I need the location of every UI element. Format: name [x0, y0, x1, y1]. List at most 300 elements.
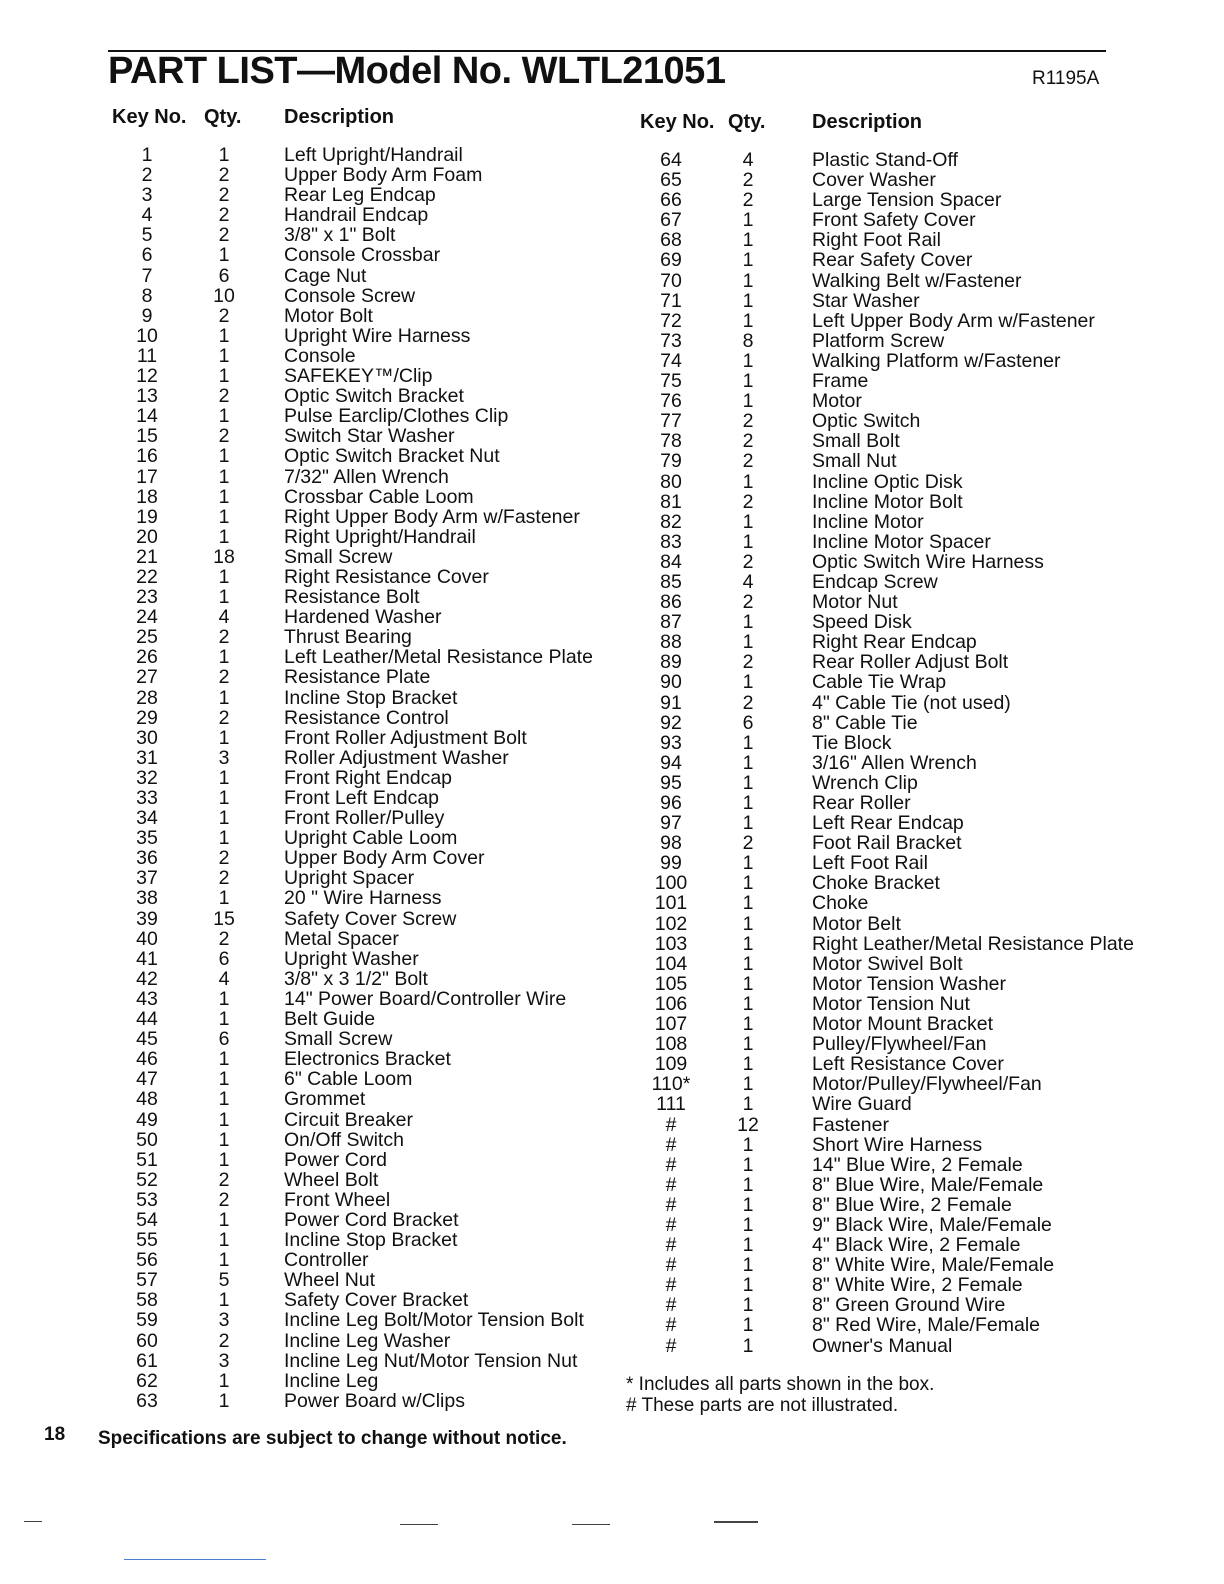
part-key-no: 3 [141, 184, 153, 207]
part-description: Star Washer [812, 289, 920, 312]
part-key-no: 100 [654, 872, 688, 895]
part-qty: 3 [218, 746, 230, 769]
part-key-no: 95 [660, 771, 682, 794]
part-qty: 8 [742, 329, 754, 352]
part-key-no: 12 [136, 365, 158, 388]
part-qty: 1 [218, 1208, 230, 1231]
part-qty: 1 [742, 1053, 754, 1076]
part-qty: 4 [742, 570, 754, 593]
part-key-no: 43 [136, 987, 158, 1010]
part-description: Right Leather/Metal Resistance Plate [812, 932, 1134, 955]
part-key-no: 74 [660, 349, 682, 372]
part-description: Console [284, 344, 356, 367]
part-key-no: 97 [660, 812, 682, 835]
part-key-no: 50 [136, 1128, 158, 1151]
part-key-no: 65 [660, 169, 682, 192]
part-key-no: 109 [654, 1053, 688, 1076]
part-description: Motor Tension Nut [812, 992, 970, 1015]
part-description: 8" Blue Wire, 2 Female [812, 1193, 1012, 1216]
part-key-no: 93 [660, 731, 682, 754]
part-description: 8" Blue Wire, Male/Female [812, 1173, 1044, 1196]
part-qty: 6 [218, 1028, 230, 1051]
part-key-no: 9 [141, 304, 153, 327]
footnote-hash: # These parts are not illustrated. [626, 1395, 899, 1416]
part-qty: 1 [218, 807, 230, 830]
part-key-no: 91 [660, 691, 682, 714]
scan-mark [572, 1524, 610, 1525]
part-description: Upright Wire Harness [284, 324, 471, 347]
part-qty: 1 [218, 787, 230, 809]
part-key-no: 108 [654, 1033, 688, 1056]
part-qty: 1 [218, 766, 230, 789]
part-qty: 2 [218, 626, 230, 649]
part-key-no: 38 [136, 887, 158, 910]
page-title: PART LIST—Model No. WLTL21051 [108, 50, 726, 92]
part-description: Resistance Bolt [284, 586, 420, 609]
part-description: Electronics Bracket [284, 1048, 451, 1071]
part-qty: 1 [742, 751, 754, 774]
part-key-no: 39 [136, 907, 158, 930]
part-key-no: 40 [136, 927, 158, 950]
part-qty: 12 [737, 1113, 759, 1136]
part-key-no: 73 [660, 329, 682, 352]
part-description: Upright Washer [284, 947, 419, 970]
part-qty: 1 [742, 249, 754, 272]
part-description: Small Nut [812, 450, 897, 473]
part-key-no: 6 [141, 244, 153, 267]
part-key-no: 16 [136, 445, 158, 468]
part-key-no: 19 [136, 505, 158, 528]
part-key-no: 98 [660, 832, 682, 855]
part-key-no: 17 [136, 465, 158, 488]
part-qty: 1 [218, 1389, 230, 1412]
part-description: Metal Spacer [284, 927, 399, 950]
part-qty: 1 [218, 726, 230, 749]
part-key-no: 71 [660, 289, 682, 312]
part-description: Large Tension Spacer [812, 189, 1002, 212]
part-key-no: 41 [136, 947, 158, 970]
part-description: Power Cord [284, 1148, 387, 1171]
part-key-no: # [665, 1274, 677, 1297]
part-key-no: 29 [136, 706, 158, 729]
part-key-no: 61 [136, 1349, 158, 1372]
part-description: Motor Belt [812, 912, 901, 935]
part-qty: 1 [218, 1088, 230, 1111]
part-description: Controller [284, 1249, 369, 1272]
part-qty: 1 [742, 1314, 754, 1337]
scan-mark [124, 1559, 266, 1560]
part-key-no: 37 [136, 867, 158, 890]
part-key-no: 23 [136, 586, 158, 609]
part-key-no: 47 [136, 1068, 158, 1091]
part-description: Incline Stop Bracket [284, 686, 458, 709]
part-qty: 2 [742, 410, 754, 433]
part-description: Incline Leg Bolt/Motor Tension Bolt [284, 1309, 584, 1332]
part-key-no: 107 [654, 1013, 688, 1036]
part-key-no: # [665, 1153, 677, 1176]
footnotes [626, 1374, 934, 1416]
part-key-no: 25 [136, 626, 158, 649]
part-qty: 1 [218, 465, 230, 488]
part-description: Left Leather/Metal Resistance Plate [284, 646, 593, 669]
part-key-no: 1 [141, 144, 153, 166]
part-qty: 1 [218, 1369, 230, 1392]
part-qty: 1 [742, 1173, 754, 1196]
part-key-no: 44 [136, 1008, 158, 1031]
part-qty: 1 [742, 510, 754, 533]
part-qty: 1 [742, 229, 754, 252]
scan-mark [24, 1521, 42, 1522]
part-description: Owner's Manual [812, 1334, 953, 1357]
part-key-no: 77 [660, 410, 682, 433]
part-qty: 1 [742, 792, 754, 814]
part-qty: 1 [742, 470, 754, 493]
part-qty: 6 [742, 711, 754, 734]
part-key-no: 13 [136, 385, 158, 408]
part-key-no: 111 [656, 1093, 686, 1116]
part-qty: 1 [742, 289, 754, 312]
part-key-no: 92 [660, 711, 682, 734]
part-key-no: 42 [136, 967, 158, 990]
part-key-no: 15 [136, 425, 158, 448]
part-description: 3/16" Allen Wrench [812, 751, 977, 774]
part-description: Front Wheel [284, 1188, 391, 1211]
part-qty: 1 [742, 1294, 754, 1317]
part-description: Belt Guide [284, 1008, 376, 1031]
part-key-no: 24 [136, 606, 158, 629]
part-description: Left Upright/Handrail [284, 144, 463, 166]
part-description: Cover Washer [812, 169, 936, 192]
part-key-no: 70 [660, 269, 682, 292]
specifications-note: Specifications are subject to change without notice. [98, 1428, 567, 1449]
part-qty: 1 [218, 987, 230, 1010]
part-key-no: 20 [136, 525, 158, 548]
part-description: Cable Tie Wrap [812, 671, 947, 694]
part-qty: 1 [742, 370, 754, 393]
part-key-no: 32 [136, 766, 158, 789]
part-qty: 2 [218, 184, 230, 207]
part-qty: 1 [742, 1093, 754, 1116]
part-description: Hardened Washer [284, 606, 442, 629]
part-key-no: 67 [660, 209, 682, 232]
part-qty: 2 [218, 224, 230, 247]
part-description: Right Upright/Handrail [284, 525, 476, 548]
part-description: Foot Rail Bracket [812, 832, 962, 855]
part-qty: 1 [218, 1128, 230, 1151]
part-qty: 1 [742, 631, 754, 654]
part-description: Walking Platform w/Fastener [812, 349, 1061, 372]
part-qty: 5 [218, 1269, 230, 1292]
part-key-no: 46 [136, 1048, 158, 1071]
part-qty: 1 [742, 611, 754, 634]
part-qty: 1 [218, 1008, 230, 1031]
part-description: Motor Tension Washer [812, 972, 1007, 995]
part-description: Switch Star Washer [284, 425, 455, 448]
part-description: Incline Leg Nut/Motor Tension Nut [284, 1349, 578, 1372]
part-description: Rear Roller Adjust Bolt [812, 651, 1009, 674]
part-description: Wrench Clip [812, 771, 918, 794]
part-description: Frame [812, 370, 869, 393]
part-qty: 4 [742, 149, 754, 171]
part-key-no: 75 [660, 370, 682, 393]
part-description: Resistance Control [284, 706, 449, 729]
part-key-no: 33 [136, 787, 158, 809]
part-key-no: 45 [136, 1028, 158, 1051]
part-key-no: 60 [136, 1329, 158, 1352]
part-key-no: 55 [136, 1229, 158, 1252]
part-qty: 1 [218, 1068, 230, 1091]
part-description: Front Right Endcap [284, 766, 453, 789]
part-description: Incline Motor [812, 510, 924, 533]
part-key-no: 2 [141, 164, 153, 187]
part-description: Safety Cover Bracket [284, 1289, 469, 1312]
part-qty: 1 [218, 887, 230, 910]
part-key-no: 82 [660, 510, 682, 533]
part-key-no: 34 [136, 807, 158, 830]
part-qty: 2 [742, 169, 754, 192]
part-description: Safety Cover Screw [284, 907, 457, 930]
part-key-no: 99 [660, 852, 682, 875]
part-qty: 1 [742, 209, 754, 232]
part-qty: 2 [218, 666, 230, 689]
part-qty: 1 [742, 932, 754, 955]
part-key-no: 78 [660, 430, 682, 453]
part-key-no: 54 [136, 1208, 158, 1231]
part-key-no: 28 [136, 686, 158, 709]
scan-mark [400, 1524, 438, 1525]
part-qty: 1 [742, 1073, 754, 1096]
part-qty: 1 [218, 646, 230, 669]
part-description: Walking Belt w/Fastener [812, 269, 1022, 292]
part-key-no: 76 [660, 390, 682, 413]
part-qty: 1 [218, 505, 230, 528]
part-key-no: 96 [660, 792, 682, 814]
part-qty: 1 [742, 390, 754, 413]
part-qty: 10 [213, 284, 235, 307]
part-key-no: # [665, 1254, 677, 1277]
part-key-no: 86 [660, 591, 682, 614]
part-description: Front Roller Adjustment Bolt [284, 726, 527, 749]
part-description: Crossbar Cable Loom [284, 485, 474, 508]
part-key-no: 48 [136, 1088, 158, 1111]
part-key-no: 31 [136, 746, 158, 769]
column-header-qty: Qty. [204, 106, 242, 128]
part-qty: 6 [218, 264, 230, 287]
part-qty: 1 [218, 1229, 230, 1252]
part-key-no: 68 [660, 229, 682, 252]
part-description: Wire Guard [812, 1093, 912, 1116]
part-qty: 1 [218, 565, 230, 588]
part-qty: 1 [218, 827, 230, 850]
part-description: 8" White Wire, Male/Female [812, 1254, 1055, 1277]
part-qty: 1 [742, 1193, 754, 1216]
part-key-no: 35 [136, 827, 158, 850]
part-qty: 1 [742, 992, 754, 1015]
part-key-no: 90 [660, 671, 682, 694]
part-description: 4" Cable Tie (not used) [812, 691, 1011, 714]
part-description: Choke Bracket [812, 872, 940, 895]
part-description: Motor [812, 390, 862, 413]
part-description: Platform Screw [812, 329, 945, 352]
part-description: Upright Cable Loom [284, 827, 458, 850]
part-qty: 2 [742, 832, 754, 855]
part-qty: 1 [742, 1033, 754, 1056]
part-description: Optic Switch Bracket [284, 385, 464, 408]
part-key-no: 84 [660, 550, 682, 573]
part-description: 20 " Wire Harness [284, 887, 442, 910]
part-description: Pulley/Flywheel/Fan [812, 1033, 987, 1056]
part-qty: 1 [218, 324, 230, 347]
part-key-no: 14 [136, 405, 158, 428]
part-qty: 1 [742, 1133, 754, 1156]
part-qty: 1 [742, 771, 754, 794]
part-description: 8" Cable Tie [812, 711, 918, 734]
part-description: Left Upper Body Arm w/Fastener [812, 309, 1095, 332]
document-code: R1195A [1032, 68, 1100, 89]
part-key-no: 64 [660, 149, 682, 171]
part-description: 4" Black Wire, 2 Female [812, 1234, 1021, 1257]
part-key-no: 36 [136, 847, 158, 870]
part-description: Rear Safety Cover [812, 249, 973, 272]
part-qty: 4 [218, 967, 230, 990]
part-key-no: 105 [654, 972, 688, 995]
part-key-no: 63 [136, 1389, 158, 1412]
part-key-no: 49 [136, 1108, 158, 1131]
part-key-no: 87 [660, 611, 682, 634]
part-description: 8" Red Wire, Male/Female [812, 1314, 1040, 1337]
part-qty: 1 [742, 530, 754, 553]
part-key-no: 18 [136, 485, 158, 508]
part-qty: 1 [742, 952, 754, 975]
part-qty: 1 [742, 1213, 754, 1236]
part-key-no: 85 [660, 570, 682, 593]
part-key-no: # [665, 1193, 677, 1216]
part-description: Handrail Endcap [284, 204, 429, 227]
part-qty: 2 [218, 867, 230, 890]
part-qty: 1 [742, 671, 754, 694]
part-description: Front Left Endcap [284, 787, 440, 809]
part-description: SAFEKEY™/Clip [284, 365, 433, 388]
part-qty: 1 [742, 731, 754, 754]
page-number: 18 [44, 1424, 66, 1445]
part-qty: 3 [218, 1309, 230, 1332]
part-description: Incline Leg Washer [284, 1329, 451, 1352]
part-key-no: 5 [141, 224, 153, 247]
part-qty: 1 [218, 445, 230, 468]
part-description: Rear Leg Endcap [284, 184, 436, 207]
part-qty: 1 [742, 1234, 754, 1257]
part-qty: 2 [218, 927, 230, 950]
part-qty: 2 [742, 430, 754, 453]
part-qty: 1 [218, 1148, 230, 1171]
part-description: Small Bolt [812, 430, 900, 453]
part-qty: 1 [218, 586, 230, 609]
part-qty: 2 [218, 1168, 230, 1191]
part-description: Console Crossbar [284, 244, 441, 267]
part-qty: 2 [218, 706, 230, 729]
part-description: Speed Disk [812, 611, 912, 634]
part-key-no: 79 [660, 450, 682, 473]
part-description: Right Foot Rail [812, 229, 941, 252]
part-description: Cage Nut [284, 264, 367, 287]
part-description: Incline Motor Spacer [812, 530, 991, 553]
part-qty: 1 [218, 365, 230, 388]
part-qty: 1 [742, 269, 754, 292]
part-description: Front Roller/Pulley [284, 807, 445, 830]
column-header-qty: Qty. [728, 111, 766, 133]
part-qty: 1 [742, 852, 754, 875]
part-qty: 2 [742, 550, 754, 573]
part-key-no: 21 [136, 545, 158, 568]
part-description: Right Rear Endcap [812, 631, 977, 654]
part-description: Incline Stop Bracket [284, 1229, 458, 1252]
part-description: Rear Roller [812, 792, 911, 814]
part-description: Fastener [812, 1113, 889, 1136]
part-description: Thrust Bearing [284, 626, 412, 649]
part-description: Left Resistance Cover [812, 1053, 1004, 1076]
part-key-no: 10 [136, 324, 158, 347]
part-qty: 2 [742, 651, 754, 674]
part-key-no: 7 [141, 264, 153, 287]
part-description: Upright Spacer [284, 867, 415, 890]
part-description: Motor Mount Bracket [812, 1013, 993, 1036]
part-description: Motor Nut [812, 591, 898, 614]
part-description: Short Wire Harness [812, 1133, 983, 1156]
part-qty: 1 [742, 1153, 754, 1176]
part-description: Upper Body Arm Cover [284, 847, 485, 870]
part-qty: 2 [742, 591, 754, 614]
part-description: Front Safety Cover [812, 209, 976, 232]
part-qty: 2 [742, 490, 754, 513]
part-key-no: 80 [660, 470, 682, 493]
part-description: Optic Switch Wire Harness [812, 550, 1044, 573]
part-key-no: 103 [654, 932, 688, 955]
part-description: Motor Bolt [284, 304, 373, 327]
part-key-no: # [665, 1113, 677, 1136]
part-qty: 3 [218, 1349, 230, 1372]
part-description: Choke [812, 892, 869, 915]
scan-mark [714, 1521, 758, 1523]
part-description: Circuit Breaker [284, 1108, 413, 1131]
part-key-no: # [665, 1213, 677, 1236]
part-qty: 1 [218, 344, 230, 367]
part-qty: 2 [218, 204, 230, 227]
part-key-no: 26 [136, 646, 158, 669]
part-qty: 1 [742, 1013, 754, 1036]
part-qty: 1 [218, 686, 230, 709]
part-qty: 1 [742, 309, 754, 332]
part-description: Incline Motor Bolt [812, 490, 963, 513]
part-key-no: 57 [136, 1269, 158, 1292]
part-qty: 1 [218, 1249, 230, 1272]
part-description: Power Board w/Clips [284, 1389, 465, 1412]
part-key-no: 72 [660, 309, 682, 332]
part-description: Motor/Pulley/Flywheel/Fan [812, 1073, 1042, 1096]
part-qty: 2 [218, 425, 230, 448]
part-key-no: 53 [136, 1188, 158, 1211]
part-description: 7/32" Allen Wrench [284, 465, 449, 488]
column-header-key: Key No. [640, 111, 715, 133]
part-description: Left Foot Rail [812, 852, 928, 875]
part-description: Roller Adjustment Washer [284, 746, 509, 769]
part-description: 3/8" x 1" Bolt [284, 224, 396, 247]
part-key-no: 69 [660, 249, 682, 272]
part-key-no: 66 [660, 189, 682, 212]
part-description: Right Upper Body Arm w/Fastener [284, 505, 580, 528]
part-key-no: # [665, 1334, 677, 1357]
part-qty: 15 [213, 907, 235, 930]
part-qty: 2 [742, 450, 754, 473]
